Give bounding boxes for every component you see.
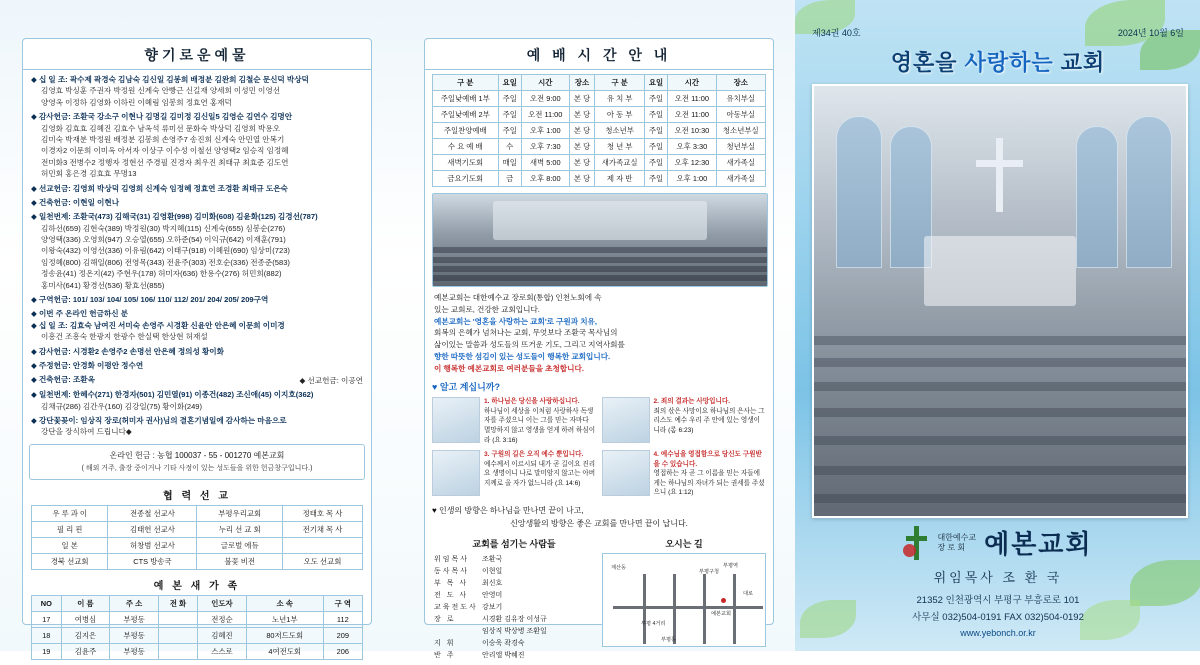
- table-cell: 19: [32, 643, 62, 659]
- offering-section-label: ◆ 십 일 조: 김효숙 남여진 서미숙 손영주 시경환 신윤안 안은혜 이문희 이미경: [31, 320, 285, 330]
- staff-row: [432, 637, 596, 649]
- table-cell: [282, 537, 362, 553]
- gospel-card-text: 4. 예수님을 영접함으로 당신도 구원받을 수 있습니다. 영접하는 자 곧 그 이름을 믿는 자들에게는 하나님의 자녀가 되는 권세를 주셨으니 (요 1:12): [653, 451, 765, 497]
- table-cell: 제 자 반: [595, 171, 644, 187]
- table-cell: 청소년부: [595, 123, 644, 139]
- staff-role: 전 도 사: [434, 592, 469, 600]
- staff-role: 동사목사: [434, 568, 470, 576]
- gospel-cards: [432, 397, 766, 497]
- table-cell: 새벽 5:00: [521, 155, 569, 171]
- offering-section-label: ◆ 일천번제: 한혜수(271) 한경자(501) 김민열(91) 이종건(482) 조신애(45) 이지호(362): [31, 390, 314, 400]
- offering-section-label: ◆ 구역헌금: 101/ 103/ 104/ 105/ 106/ 110/ 112/ 201/ 204/ 205/ 209구역: [31, 295, 269, 305]
- offering-section-label: ◆ 십 일 조: 곽수제 곽경숙 김남숙 김신일 김봉희 배정분 김완희 김철순 문신덕 박상덕: [31, 75, 309, 84]
- table-cell: 금요기도회: [433, 171, 499, 187]
- offering-names: 정송윤(41) 정온지(42) 주현우(178) 허미자(636) 한용수(276) 허민희(882): [41, 269, 282, 279]
- gospel-card-image: [432, 397, 480, 443]
- staff-role: [432, 625, 480, 637]
- table-row: [433, 123, 766, 139]
- denomination-line2: 장 로 회: [937, 542, 966, 552]
- staff-name: 이현일: [482, 568, 503, 576]
- church-identity: [812, 524, 1184, 638]
- table-cell: 주일: [644, 91, 667, 107]
- offering-names: 김영효 박싱훈 주권자 박정원 신계숙 안빵근 신길재 양세희 이성민 이영선: [41, 86, 281, 96]
- offerings-title: 향기로운예물: [144, 47, 250, 63]
- staff-row: [432, 625, 596, 637]
- table-cell: 주일: [644, 139, 667, 155]
- intro-line: 회복의 은혜가 넘쳐나는 교회, 무엇보다 조환국 목사님의: [434, 328, 618, 338]
- table-cell: 오도 선교회: [282, 553, 362, 569]
- table-row: [433, 91, 766, 107]
- table-cell: 전기채 목 사: [282, 521, 362, 537]
- table-cell: 스스로: [198, 643, 247, 659]
- intro-line: 예본교회는 '영혼을 사랑하는 교회'로 구원과 치유,: [434, 316, 597, 326]
- senior-pastor: 위임목사 조 환 국: [933, 570, 1063, 585]
- table-cell: 부평동: [110, 643, 159, 659]
- cooperation-table: [31, 505, 363, 570]
- intro-line: 예본교회는 대한예수교 장로회(통합) 인천노회에 속: [434, 293, 602, 302]
- staff-name: 조환국: [482, 556, 503, 564]
- table-cell: 오전 11:00: [521, 107, 569, 123]
- offering-section-label: ◆ 일천번제: 조환국(473) 김해국(31) 김영환(998) 김미화(608) 김윤화(125) 김경선(787): [31, 212, 318, 222]
- offering-section: [31, 389, 363, 412]
- column-header: 구 역: [323, 595, 362, 611]
- offering-section: [31, 294, 363, 305]
- table-cell: 주일: [644, 171, 667, 187]
- staff-row: [432, 601, 596, 613]
- table-cell: 오전 10:30: [668, 123, 716, 139]
- table-cell: 본 당: [569, 91, 595, 107]
- table-cell: 오후 1:00: [668, 171, 716, 187]
- table-cell: 아동부실: [716, 107, 765, 123]
- staff-name: 안리앨 박혜진: [482, 652, 525, 660]
- table-row: [32, 505, 363, 521]
- offerings-body: [23, 70, 371, 438]
- offering-section-label: ◆ 주정헌금: 안경화 이평안 정수연: [31, 360, 144, 370]
- staff-name: 강보기: [482, 604, 503, 612]
- table-cell: 전종철 선교사: [108, 505, 197, 521]
- gospel-card: [602, 397, 767, 445]
- column-header: 장소: [569, 75, 595, 91]
- column-header: 소 속: [246, 595, 323, 611]
- staff-name: 시경환 김유장 이성규: [482, 616, 547, 624]
- staff-row: [432, 565, 596, 577]
- staff-name: 최신호: [482, 580, 503, 588]
- offering-names: 김하선(659) 김현숙(389) 박정원(30) 박지혜(115) 신계숙(655) 심봉순(276): [41, 223, 286, 233]
- offerings-panel: [22, 38, 372, 656]
- church-logo-icon: [903, 526, 929, 560]
- table-cell: 17: [32, 611, 62, 627]
- table-cell: [158, 611, 197, 627]
- table-cell: 누리 선 교 회: [197, 521, 282, 537]
- offering-section: [31, 211, 363, 291]
- gospel-card: [432, 450, 597, 498]
- table-cell: 주일: [644, 107, 667, 123]
- gospel-card-text: 2. 죄의 결과는 사망입니다. 죄의 삯은 사망이요 하나님의 은사는 그리스도 예수 우리 주 안에 있는 영생이니라 (롬 6:23): [653, 398, 765, 434]
- table-cell: 오후 12:30: [668, 155, 716, 171]
- staff-name: 이승욱 곽경숙: [482, 640, 525, 648]
- online-offering-note: ( 해외 거주, 출장 중이거나 기타 사정이 있는 성도들을 위한 헌금창구입니다.): [81, 464, 313, 472]
- column-header: 구 분: [433, 75, 499, 91]
- staff-name: 임상직 박상병 조환일: [482, 628, 547, 636]
- table-cell: 일 본: [32, 537, 108, 553]
- table-cell: 정태호 목 사: [282, 505, 362, 521]
- directions-title: 오시는 길: [665, 539, 703, 550]
- column-header: 요일: [644, 75, 667, 91]
- table-cell: 206: [323, 643, 362, 659]
- gospel-card: [432, 397, 597, 445]
- offering-names: 김영화 김효효 김혜진 김효수 남옥석 류미선 문화숙 박상덕 김영희 박용오: [41, 123, 281, 133]
- table-row: [32, 521, 363, 537]
- staff-row: [432, 613, 596, 625]
- offering-section-inline: ◆ 선교헌금: 이공연: [299, 375, 363, 385]
- table-cell: 80저드도회: [246, 627, 323, 643]
- table-cell: 주일: [498, 107, 521, 123]
- bulletin-header: [812, 26, 1184, 39]
- table-row: [433, 107, 766, 123]
- column-header: 요일: [498, 75, 521, 91]
- column-header: 주 소: [110, 595, 159, 611]
- offering-section: [31, 320, 363, 343]
- table-cell: 김혜진: [198, 627, 247, 643]
- intro-line: 향한 따뜻한 섬김이 있는 성도들이 행복한 교회입니다.: [434, 351, 611, 361]
- table-cell: 18: [32, 627, 62, 643]
- offering-section: [31, 197, 363, 208]
- offering-names: 양영옥 이정하 김영화 이하린 이혜림 임봉희 정효연 홍재덕: [41, 97, 232, 107]
- table-cell: 새가족실: [716, 155, 765, 171]
- table-row: [32, 627, 363, 643]
- offering-section: [31, 74, 363, 108]
- offering-section-label: ◆ 감사헌금: 시경환2 손영주2 손명선 안은혜 정의성 황이화: [31, 346, 224, 356]
- table-row: [32, 611, 363, 627]
- table-row: [32, 643, 363, 659]
- map-label: 예본교회: [711, 611, 732, 618]
- table-cell: 209: [323, 627, 362, 643]
- table-cell: 본 당: [569, 123, 595, 139]
- table-cell: 오후 1:00: [521, 123, 569, 139]
- staff-name: 안영미: [482, 592, 503, 600]
- worship-info-title: 예 배 시 간 안 내: [526, 47, 672, 63]
- gospel-card-image: [602, 450, 650, 496]
- table-cell: 청소년부실: [716, 123, 765, 139]
- denomination-line1: 대한예수교: [937, 532, 977, 542]
- offering-names: 강단을 장식하여 드립니다◆: [41, 427, 132, 437]
- table-cell: 본 당: [569, 171, 595, 187]
- church-website: www.yebonch.or.kr: [960, 628, 1036, 639]
- column-header: 인도자: [198, 595, 247, 611]
- online-offering-account: 온라인 헌금 : 농협 100037 - 55 - 001270 예본교회: [109, 450, 285, 460]
- church-intro: [432, 287, 766, 374]
- sanctuary-photo: [432, 193, 768, 287]
- table-cell: CTS 방송국: [108, 553, 197, 569]
- column-header: 구 분: [595, 75, 644, 91]
- table-cell: 불꽃 비전: [197, 553, 282, 569]
- map-label: 부평 4거리: [641, 621, 666, 628]
- gospel-card-text: 3. 구원의 길은 오직 예수 뿐입니다. 예수께서 이르시되 내가 곧 길이요 진리요 생명이니 나로 말미암지 않고는 아버지께로 올 자가 없느니라 (요 14:6): [484, 451, 596, 487]
- staff-role: 위임목사: [434, 556, 470, 564]
- table-cell: [158, 643, 197, 659]
- church-name: 예본교회: [984, 529, 1093, 559]
- table-row: [32, 553, 363, 569]
- offering-names: 이경자2 이문희 이미옥 아서자 이상구 이수성 이철선 양영택2 임승직 임정혜: [41, 146, 289, 156]
- table-cell: 본 당: [569, 107, 595, 123]
- offering-section-label: ◆ 건축헌금: 이현일 이현나: [31, 197, 120, 207]
- table-cell: 청 년 부: [595, 139, 644, 155]
- map-label: 계산동: [611, 565, 627, 572]
- thisweek-online-title: ◆ 이번 주 온라인 헌금하신 분: [31, 309, 129, 319]
- table-cell: 경북 선교회: [32, 553, 108, 569]
- table-cell: 부평우리교회: [197, 505, 282, 521]
- map-label: 부평역: [723, 563, 739, 570]
- table-cell: 새가족실: [716, 171, 765, 187]
- map-graphic: [602, 553, 766, 647]
- issue-date: 2024년 10월 6일: [1117, 28, 1184, 38]
- column-header: NO: [32, 595, 62, 611]
- headline-part2: 사랑하는: [964, 50, 1061, 75]
- worship-info-panel: [424, 38, 774, 660]
- table-cell: 새벽기도회: [433, 155, 499, 171]
- table-row: [433, 155, 766, 171]
- offering-section: [31, 374, 363, 386]
- gospel-card-image: [432, 450, 480, 496]
- offering-section-label: ◆ 강단꽃꽂이: 임상직 장로(허미자 권사)님의 결혼기념일에 감사하는 마음으로: [31, 415, 287, 425]
- table-cell: 부평동: [110, 611, 159, 627]
- table-cell: 김윤주: [61, 643, 110, 659]
- worship-schedule-table: [432, 74, 766, 187]
- table-cell: 오전 9:00: [521, 91, 569, 107]
- church-staff-title: 교회를 섬기는 사람들: [472, 539, 556, 550]
- table-cell: 오후 3:30: [668, 139, 716, 155]
- table-cell: 필 리 핀: [32, 521, 108, 537]
- table-cell: 주일: [644, 155, 667, 171]
- offering-names: 김채규(286) 김간우(160) 김강일(75) 황이화(249): [41, 401, 203, 411]
- table-cell: 김지은: [61, 627, 110, 643]
- newfamily-table: [31, 595, 363, 660]
- staff-row: [432, 553, 596, 565]
- intro-line: 있는 교회로, 건강한 교회입니다.: [434, 304, 540, 314]
- staff-role: 장 로: [434, 616, 456, 624]
- offering-section-label: ◆ 건축헌금: 조환옥: [31, 375, 95, 385]
- table-row: [433, 139, 766, 155]
- table-cell: 주일: [644, 123, 667, 139]
- table-cell: 주일찬양예배: [433, 123, 499, 139]
- table-cell: 청년부실: [716, 139, 765, 155]
- offering-section: [31, 183, 363, 194]
- column-header: 장소: [716, 75, 765, 91]
- offering-section-label: ◆ 감사헌금: 조환국 강소구 이현나 김명길 김미정 김신일5 김영순 김연수 김명안: [31, 112, 293, 122]
- table-cell: 오전 11:00: [668, 91, 716, 107]
- offering-section: [31, 111, 363, 179]
- staff-row: [432, 577, 596, 589]
- church-staff: [432, 537, 596, 661]
- directions: [602, 537, 766, 661]
- offering-names: 홍미사(641) 황경선(536) 황효선(855): [41, 280, 165, 290]
- staff-role: 반 주: [434, 652, 456, 660]
- online-offering-box: [29, 444, 365, 480]
- know-section-title: ♥ 알고 계십니까?: [432, 382, 501, 393]
- church-interior-photo: [812, 84, 1188, 518]
- table-cell: 주일: [498, 123, 521, 139]
- newfamily-title: 예 본 새 가 족: [153, 580, 241, 592]
- table-cell: 주일: [498, 91, 521, 107]
- table-cell: 본 당: [569, 139, 595, 155]
- table-cell: 우 루 과 이: [32, 505, 108, 521]
- offering-section-label: ◆ 선교헌금: 김영희 박상덕 김영희 신계숙 임정혜 정효연 조경환 최태규 도은숙: [31, 183, 288, 193]
- column-header: 전 화: [158, 595, 197, 611]
- offering-section: [31, 346, 363, 357]
- church-address: 21352 인천광역시 부평구 부흥로로 101: [916, 595, 1080, 606]
- offering-names: 양영택(336) 오영희(947) 오승열(655) 오하준(54) 이익규(642) 이재훈(791): [41, 235, 286, 245]
- life-direction-note: ♥ 인생의 방향은 하나님을 만나면 끝이 나고, 신앙생활의 방향은 좋은 교회를 만나면 끝이 납니다.: [432, 505, 688, 529]
- table-cell: [158, 627, 197, 643]
- volume-number: 제34권 40호: [812, 28, 861, 38]
- table-cell: 112: [323, 611, 362, 627]
- column-header: 시간: [521, 75, 569, 91]
- table-cell: 유치부실: [716, 91, 765, 107]
- staff-role: 지 휘: [434, 640, 456, 648]
- column-header: 시간: [668, 75, 716, 91]
- table-cell: 새가족교실: [595, 155, 644, 171]
- table-cell: 수: [498, 139, 521, 155]
- headline-part3: 교회: [1060, 50, 1106, 75]
- table-cell: 글로벌 에듀: [197, 537, 282, 553]
- table-cell: 금: [498, 171, 521, 187]
- table-cell: 부평동: [110, 627, 159, 643]
- table-cell: 매일: [498, 155, 521, 171]
- map-label: 부평동: [661, 637, 677, 644]
- table-cell: 오후 7:30: [521, 139, 569, 155]
- table-cell: 주일낮예배 1부: [433, 91, 499, 107]
- offering-section: [31, 415, 363, 438]
- table-cell: 유 치 부: [595, 91, 644, 107]
- table-cell: 허창범 선교사: [108, 537, 197, 553]
- headline: [812, 46, 1184, 77]
- headline-part1: 영혼을: [890, 50, 965, 75]
- staff-row: [432, 589, 596, 601]
- table-cell: 오전 11:00: [668, 107, 716, 123]
- gospel-card: [602, 450, 767, 498]
- offering-section: [31, 360, 363, 371]
- table-cell: 김태헌 선교사: [108, 521, 197, 537]
- table-cell: 오후 8:00: [521, 171, 569, 187]
- table-cell: 본 당: [569, 155, 595, 171]
- staff-role: 부 목 사: [434, 580, 469, 588]
- table-row: [433, 171, 766, 187]
- table-cell: 수 요 예 배: [433, 139, 499, 155]
- gospel-card-image: [602, 397, 650, 443]
- offering-names: 이흥건 조흥숙 한광지 한광수 한실택 한상현 허재설: [41, 332, 208, 342]
- map-label: 부평구청: [699, 569, 720, 576]
- intro-line: 이 행복한 예본교회로 여러분들을 초청합니다.: [434, 363, 584, 373]
- gospel-card-text: 1. 하나님은 당신을 사랑하십니다. 하나님이 세상을 이처럼 사랑하사 독생자를 주셨으니 이는 그를 믿는 자마다 멸망하지 않고 영생을 얻게 하려 하심이라 (요 3:16): [484, 398, 596, 444]
- table-cell: 아 동 부: [595, 107, 644, 123]
- table-cell: 4여전도회: [246, 643, 323, 659]
- table-cell: 여병심: [61, 611, 110, 627]
- table-cell: 노년1부: [246, 611, 323, 627]
- offering-names: 허민회 홍은경 김효효 무명13: [41, 169, 137, 179]
- staff-role: 교육전도사: [434, 604, 478, 612]
- table-row: [32, 537, 363, 553]
- table-cell: 전정순: [198, 611, 247, 627]
- cooperation-title: 협 력 선 교: [163, 490, 231, 502]
- church-phone: 사무실 032)504-0191 FAX 032)504-0192: [912, 612, 1084, 624]
- offering-names: 임정혜(800) 김해일(806) 전영목(343) 전윤주(303) 전호순(336) 전종준(583): [41, 257, 290, 267]
- map-label: 대로: [743, 591, 754, 598]
- column-header: 이 름: [61, 595, 110, 611]
- offering-names: 전미화3 전병수2 정행자 정현선 주경필 진경자 최우진 최태규 최효준 김도연: [41, 157, 289, 167]
- offering-names: 이왕숙(432) 이영선(336) 이유림(642) 이태구(918) 이혜원(690) 임상미(723): [41, 246, 290, 256]
- table-cell: 주일낮예배 2부: [433, 107, 499, 123]
- offering-names: 김미숙 박재분 박정원 배정분 김봉희 손영주7 송진희 신계숙 안민열 안복기: [41, 134, 285, 144]
- intro-line: 삶이있는 말씀과 성도들의 뜨거운 기도, 그리고 지역사회를: [434, 340, 625, 350]
